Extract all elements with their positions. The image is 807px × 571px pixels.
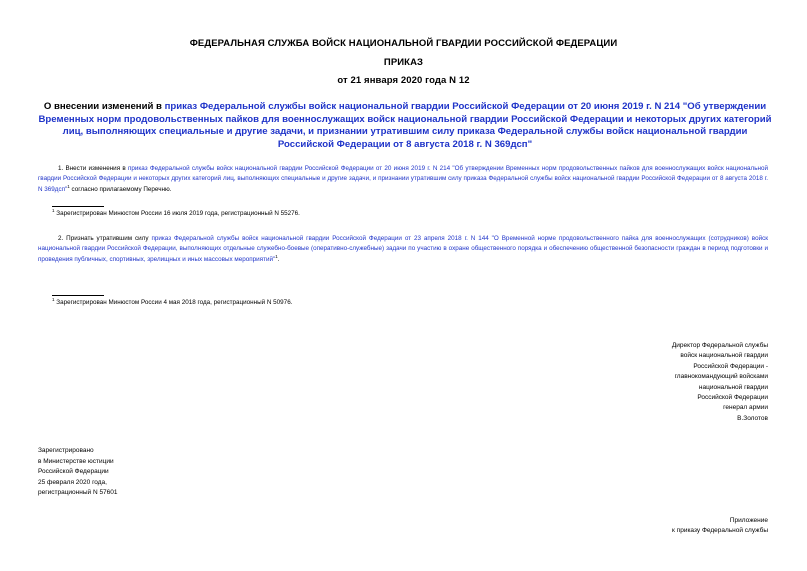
footnote-divider [52, 206, 104, 207]
signature-line: национальной гвардии [698, 383, 768, 391]
signature-line: войск национальной гвардии [680, 352, 768, 360]
signature-line: Российской Федерации - [693, 362, 768, 370]
appendix-line: Приложение [729, 517, 768, 524]
paragraph-2-suffix: . [277, 255, 280, 263]
paragraph-1-footnote-mark[interactable]: 1 [67, 183, 70, 189]
organization-heading: ФЕДЕРАЛЬНАЯ СЛУЖБА ВОЙСК НАЦИОНАЛЬНОЙ ГВАРДИИ РОССИЙСКОЙ ФЕДЕРАЦИИ [189, 38, 618, 49]
signature-name: В.Золотов [737, 414, 768, 422]
paragraph-2-prefix: 2. Признать утратившим силу [58, 235, 152, 242]
document-title [38, 101, 772, 151]
signature-line: генерал армии [723, 404, 768, 412]
paragraph-1-suffix: согласно прилагаемому Перечню. [69, 185, 172, 193]
title-prefix: О внесении изменений в [43, 101, 165, 112]
title-link[interactable]: приказ Федеральной службы войск национальной гвардии Российской Федерации от 20 июня 2019 г. N 214 "Об утверждении Временных норм продовольственных пайков для военнослужащих войск национальной гвардии Российской Федерации и некоторых других категорий лиц, выполняющих специальные и другие задачи, и признании утратившим силу приказа Федеральной службы войск национальной гвардии Российской Федерации от 8 августа 2018 г. N 369дсп" [38, 101, 772, 150]
footnote-divider [52, 295, 104, 296]
footnote-1 [52, 207, 300, 218]
paragraph-1-prefix: 1. Внести изменения в [58, 165, 128, 172]
paragraph-1 [38, 164, 768, 195]
signature-line: Российской Федерации [697, 394, 768, 402]
signature-line: главнокомандующий войсками [674, 373, 768, 381]
paragraph-2 [38, 234, 768, 265]
footnote-2-mark: 1 [52, 296, 55, 302]
footnote-2-text: Зарегистрирован Минюстом России 4 мая 2018 года, регистрационный N 50976. [54, 299, 293, 306]
footnote-1-text: Зарегистрирован Минюстом России 16 июля 2019 года, регистрационный N 55276. [54, 210, 300, 217]
appendix-line: к приказу Федеральной службы [672, 527, 768, 535]
appendix-heading [672, 516, 768, 537]
paragraph-2-footnote-mark[interactable]: 1 [275, 253, 278, 259]
footnote-1-mark: 1 [52, 207, 55, 213]
footnote-2 [52, 296, 293, 307]
registration-block [38, 446, 118, 499]
registration-line: Зарегистрировано [38, 447, 94, 454]
registration-line: 25 февраля 2020 года, [38, 478, 107, 486]
signature-line: Директор Федеральной службы [671, 342, 768, 349]
registration-line: Российской Федерации [38, 468, 109, 475]
registration-line: регистрационный N 57601 [38, 489, 118, 496]
document-type-heading: ПРИКАЗ [383, 57, 424, 68]
signature-block [672, 341, 768, 424]
document-date-number: от 21 января 2020 года N 12 [337, 75, 470, 86]
registration-line: в Министерстве юстиции [38, 457, 114, 465]
paragraph-2-link[interactable]: приказ Федеральной службы войск национальной гвардии Российской Федерации от 23 апреля 2018 г. N 144 "О Временной норме продовольственного пайка для военнослужащих (сотрудников) войск национальной гвардии Российской Федерации, выполняющих отдельные служебно-боевые (оперативно-служебные) задачи по участию в охране общественного порядка и обеспечению общественной безопасности граждан в период подготовки и проведения публичных, спортивных, зрелищных и иных массовых мероприятий" [38, 235, 768, 263]
paragraph-1-link[interactable]: приказ Федеральной службы войск национальной гвардии Российской Федерации от 20 июня 2019 г. N 214 "Об утверждении Временных норм продовольственных пайков для военнослужащих войск национальной гвардии Российской Федерации и некоторых других категорий лиц, выполняющих специальные и другие задачи, и признании утратившим силу приказа Федеральной службы войск национальной гвардии Российской Федерации от 8 августа 2018 г. N 369дсп" [38, 165, 768, 193]
